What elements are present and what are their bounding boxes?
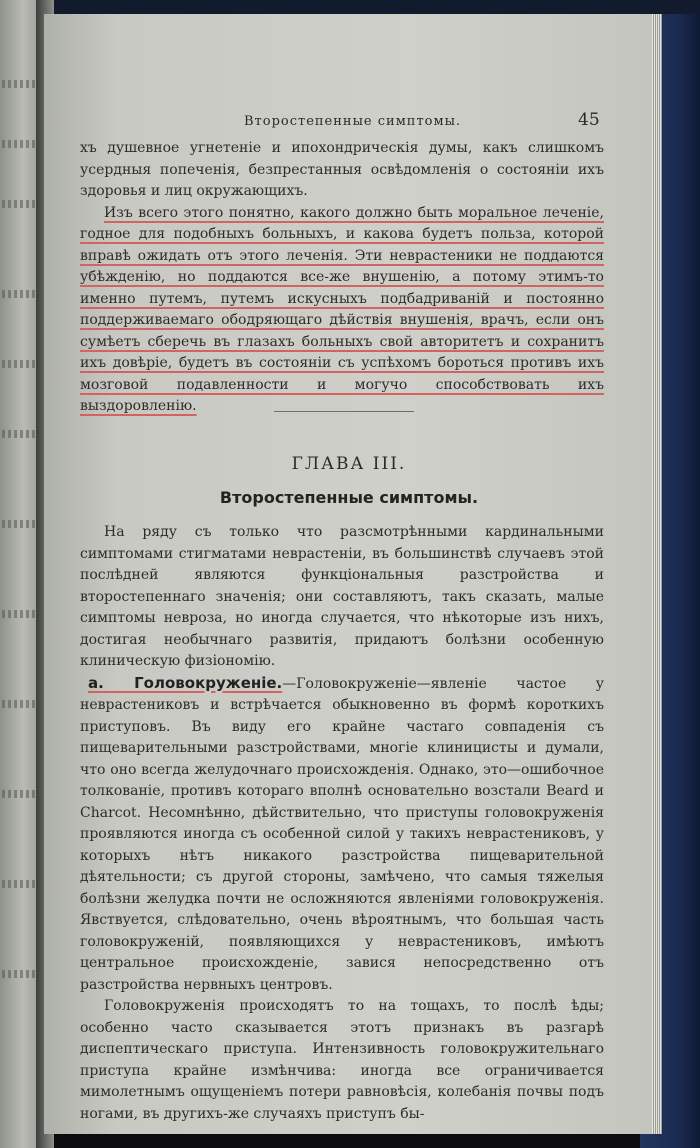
chapter-text-block <box>80 522 604 1125</box>
chapter-label: ГЛАВА III. <box>291 454 407 474</box>
paragraph-vertigo <box>80 673 604 997</box>
book-page <box>44 14 654 1134</box>
paragraph-continuation: хъ душевное угнетеніе и ипохондрическія думы, какъ слишкомъ усердныя попеченія, безпрестанныя освѣдомленія о состояніи ихъ здоровья и лиц окружающихъ. <box>80 140 604 199</box>
chapter-title: Второстепенные симптомы. <box>219 488 479 507</box>
paragraph-vertigo-text: —Головокруженіе—явленіе частое у неврастениковъ и встрѣчается обыкновенно въ формѣ короткихъ приступовъ. Въ виду его крайне частаго совпаденія съ пищеварительными разстройствами, многіе клиницисты и думали, что оно всегда желудочнаго происхожденія. Однако, это—ошибочное толкованіе, противъ котораго вполнѣ основательно возстали Beard и Charcot. Несомнѣнно, дѣйствительно, что приступы головокруженія проявляются иногда съ особенной силой у такихъ неврастениковъ, у которыхъ нѣтъ никакого разстройства пищеварительной дѣятельности; съ другой стороны, замѣчено, что самыя тяжелыя болѣзни желудка почти не осложняются явленіями головокруженія. Явствуется, слѣдовательно, очень вѣроятнымъ, что большая часть головокруженій, появляющихся у неврастениковъ, имѣютъ центральное происхожденіе, завися непосредственно отъ разстройства нервныхъ центровъ. <box>80 675 604 993</box>
paragraph-intro: На ряду съ только что разсмотрѣнными кардинальными симптомами стигматами неврастеніи, въ большинствѣ случаевъ этой послѣдней являются функціональныя разстройства и второстепеннаго значенія; они составляютъ, такъ сказать, малые симптомы невроза, но иногда случается, что нѣкоторые изъ нихъ, достигая необычнаго развитія, придаютъ болѣзни особенную клиническую физіономію. <box>80 524 604 669</box>
page-edge <box>652 14 662 1134</box>
highlighted-text: Изъ всего этого понятно, какого должно быть моральное леченіе, годное для подобныхъ больныхъ, и какова будетъ польза, которой вправѣ ожидать отъ этого леченія. Эти неврастеники не поддаются убѣжденію, но поддаются все-же внушенію, а потому этимъ-то именно путемъ, путемъ искусныхъ подбадриваній и постоянно поддерживаемаго ободряющаго дѣйствія внушенія, врачъ, если онъ сумѣетъ сберечь въ глазахъ больныхъ свой авторитетъ и сохранитъ ихъ довѣріе, будетъ въ состояніи съ успѣхомъ бороться противъ ихъ мозговой подавленности и могучо способствовать ихъ выздоровленію. <box>80 204 604 414</box>
page-number: 45 <box>578 110 600 130</box>
paragraph-vertigo-onset: Головокруженія происходятъ то на тощахъ, то послѣ ѣды; особенно часто сказывается этотъ признакъ въ разгарѣ диспептическаго приступа. Интензивность головокружительнаго приступа крайне измѣнчива: иногда все ограничивается мимолетнымъ ощущеніемъ потери равновѣсія, колебанія почвы подъ ногами, въ другихъ-же случаяхъ приступъ бы- <box>80 998 604 1122</box>
top-text-block <box>80 138 604 418</box>
subsection-heading: a. Головокруженіе. <box>88 673 283 692</box>
paragraph-moral-treatment <box>80 203 604 418</box>
book-cover-top <box>0 0 700 14</box>
section-divider <box>274 411 414 412</box>
running-head: Второстепенные симптомы. <box>244 114 462 129</box>
